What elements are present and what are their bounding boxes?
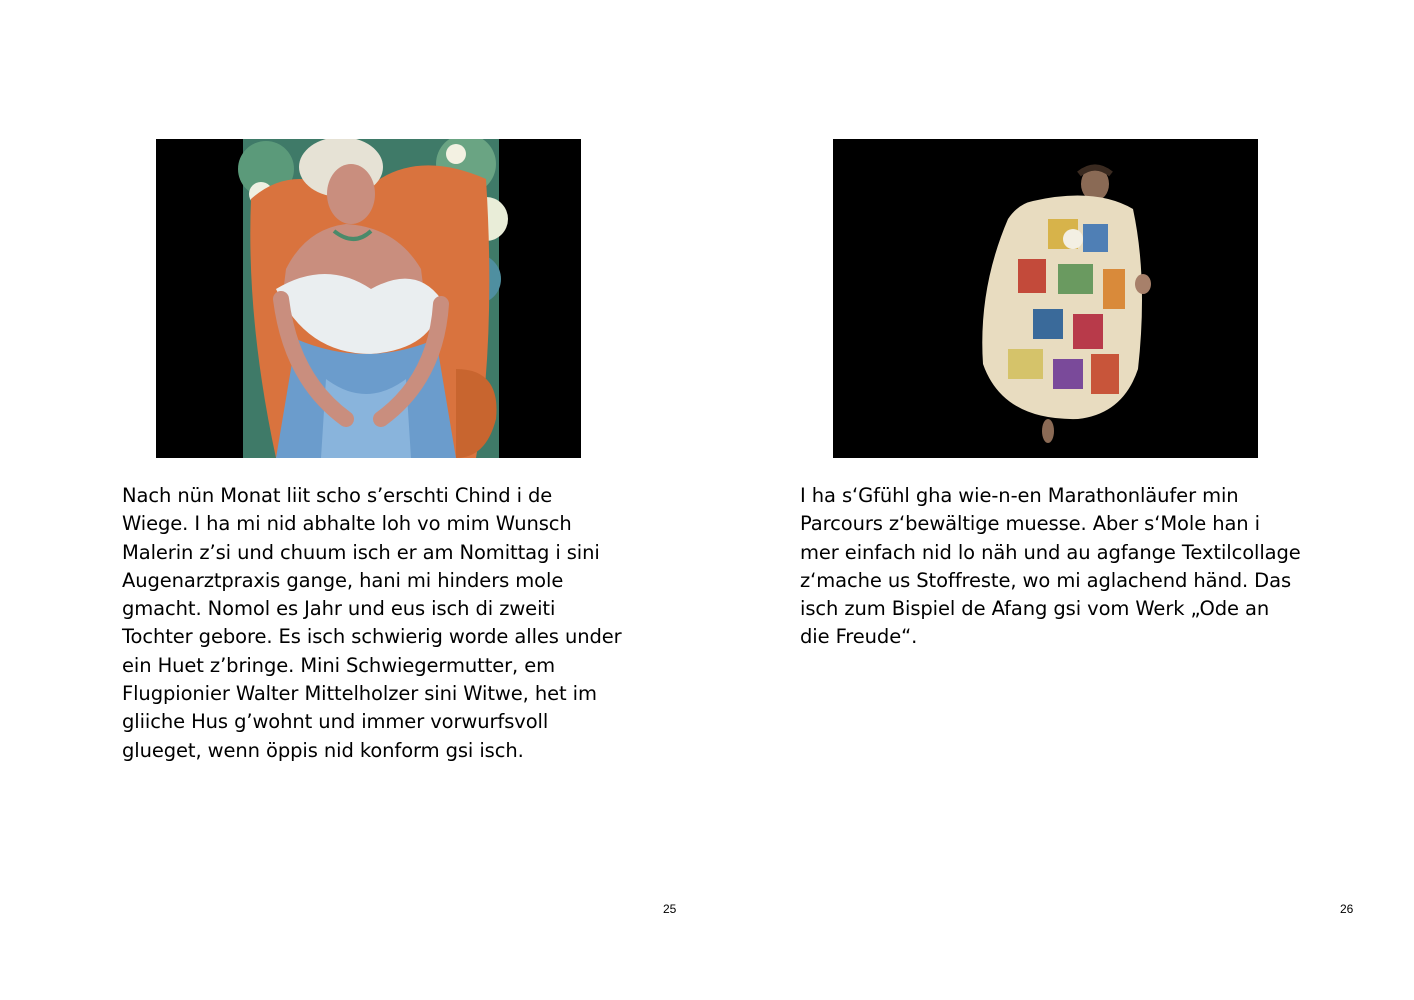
text-line: die Freude“. — [800, 625, 918, 649]
text-line: gmacht. Nomol es Jahr und eus isch di zweiti — [122, 597, 556, 621]
text-line: Tochter gebore. Es isch schwierig worde alles under — [122, 625, 622, 649]
text-line: Augenarztpraxis gange, hani mi hinders mole — [122, 568, 564, 592]
text-line: isch zum Bispiel de Afang gsi vom Werk „Ode an — [800, 597, 1270, 621]
text-line: Parcours z‘bewältige muesse. Aber s‘Mole han i — [800, 512, 1260, 536]
painting-photo — [156, 139, 581, 458]
text-line: glueget, wenn öppis nid konform gsi isch. — [122, 738, 524, 762]
text-line: z‘mache us Stoffreste, wo mi aglachend händ. Das — [800, 568, 1292, 592]
text-line: Wiege. I ha mi nid abhalte loh vo mim Wunsch — [122, 512, 572, 536]
story-paragraph — [122, 482, 622, 765]
page-number: 26 — [1340, 902, 1354, 916]
right-page — [707, 0, 1414, 1000]
textile-photo — [833, 139, 1258, 458]
text-line: Flugpionier Walter Mittelholzer sini Witwe, het im — [122, 682, 597, 706]
text-line: Malerin z’si und chuum isch er am Nomittag i sini — [122, 540, 600, 564]
text-line: mer einfach nid lo näh und au agfange Textilcollage — [800, 540, 1301, 564]
painting-of-woman-image — [156, 139, 581, 458]
person-in-textile-cape-image — [833, 139, 1258, 458]
text-line: Nach nün Monat liit scho s’erschti Chind i de — [122, 484, 553, 507]
text-line: ein Huet z’bringe. Mini Schwiegermutter, em — [122, 653, 556, 677]
text-line: I ha s‘Gfühl gha wie-n-en Marathonläufer min — [800, 484, 1239, 507]
page-number: 25 — [663, 902, 677, 916]
story-paragraph — [800, 482, 1300, 652]
text-line: gliiche Hus g’wohnt und immer vorwurfsvoll — [122, 710, 549, 734]
